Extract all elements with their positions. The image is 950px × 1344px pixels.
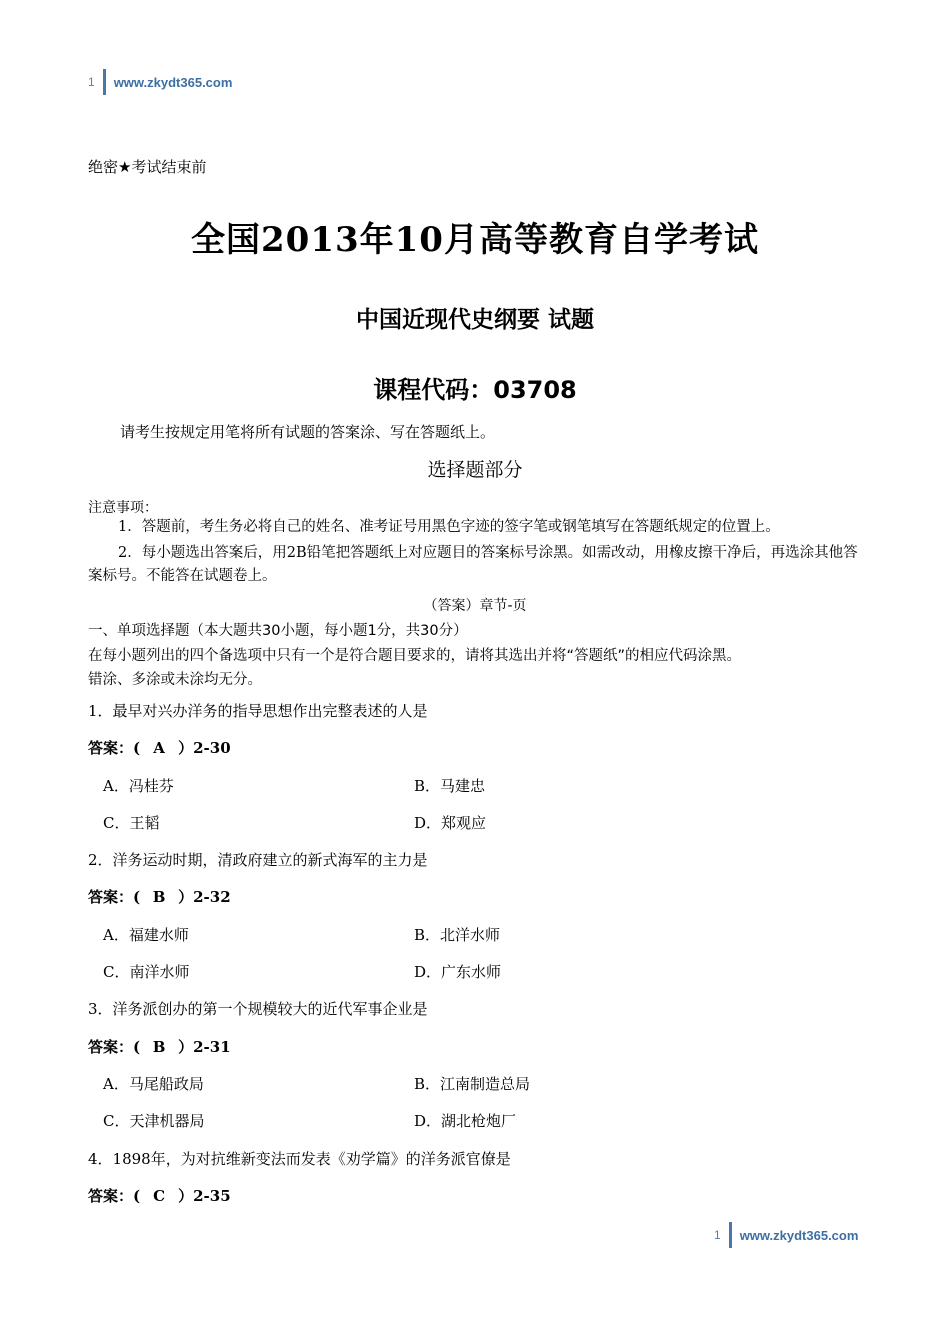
header-divider xyxy=(103,69,106,95)
option-c: C．天津机器局 xyxy=(103,1112,205,1130)
answer-letter: B xyxy=(152,888,166,906)
option-d: D．广东水师 xyxy=(414,963,502,981)
option-b: B．北洋水师 xyxy=(414,926,501,944)
answer-line: 答案：( A ）2-30 xyxy=(88,739,231,757)
answer-reference: ）2-30 xyxy=(178,739,231,757)
option-a: A．冯桂芬 xyxy=(103,777,174,795)
section-title: 选择题部分 xyxy=(427,459,523,481)
footer-url[interactable]: www.zkydt365.com xyxy=(739,1227,859,1243)
footer-divider xyxy=(729,1222,732,1248)
answer-reference: ）2-35 xyxy=(178,1187,231,1205)
option-a: A．马尾船政局 xyxy=(103,1075,204,1093)
question-text: 3．洋务派创办的第一个规模较大的近代军事企业是 xyxy=(88,1000,428,1018)
question-text: 2．洋务运动时期，清政府建立的新式海军的主力是 xyxy=(88,851,428,869)
answer-legend: （答案）章节-页 xyxy=(423,598,527,614)
answer-letter: B xyxy=(152,1038,166,1056)
part-description-2: 错涂、多涂或未涂均无分。 xyxy=(88,672,262,688)
exam-subtitle: 中国近现代史纲要 试题 xyxy=(355,307,594,333)
header-page-number: 1 xyxy=(88,75,95,89)
answer-line: 答案：( B ）2-32 xyxy=(88,888,231,906)
header-url[interactable]: www.zkydt365.com xyxy=(113,74,233,90)
question-text: 1．最早对兴办洋务的指导思想作出完整表述的人是 xyxy=(88,702,428,720)
option-d: D．湖北枪炮厂 xyxy=(414,1112,517,1130)
option-b: B．马建忠 xyxy=(414,777,486,795)
question-text: 4．1898年，为对抗维新变法而发表《劝学篇》的洋务派官僚是 xyxy=(88,1150,511,1168)
page-footer xyxy=(714,1222,858,1248)
answer-line: 答案：( B ）2-31 xyxy=(88,1038,231,1056)
answer-letter: A xyxy=(153,739,165,757)
note-item-2: 2．每小题选出答案后，用2B铅笔把答题纸上对应题目的答案标号涂黑。如需改动，用橡皮擦干净后，再选涂其他答案标号。不能答在试题卷上。 xyxy=(88,545,858,584)
option-c: C．南洋水师 xyxy=(103,963,190,981)
answer-reference: ）2-31 xyxy=(178,1038,231,1056)
option-a: A．福建水师 xyxy=(103,926,189,944)
option-d: D．郑观应 xyxy=(414,814,487,832)
note-item-1: 1．答题前，考生务必将自己的姓名、准考证号用黑色字迹的签字笔或钢笔填写在答题纸规定的位置上。 xyxy=(118,519,780,535)
answer-reference: ）2-32 xyxy=(178,888,231,906)
footer-page-number: 1 xyxy=(714,1228,721,1242)
answer-letter: C xyxy=(153,1187,166,1205)
part-title: 一、单项选择题（本大题共30小题，每小题1分，共30分） xyxy=(88,623,468,639)
instruction-text: 请考生按规定用笔将所有试题的答案涂、写在答题纸上。 xyxy=(120,423,496,441)
secret-mark: 绝密★考试结束前 xyxy=(88,158,207,176)
page-header xyxy=(88,69,232,95)
part-description: 在每小题列出的四个备选项中只有一个是符合题目要求的，请将其选出并将“答题纸”的相应代码涂黑。 xyxy=(88,648,742,664)
option-c: C．王韬 xyxy=(103,814,160,832)
answer-line: 答案：( C ）2-35 xyxy=(88,1187,231,1205)
exam-title: 全国2013年10月高等教育自学考试 xyxy=(191,220,759,260)
notes-title: 注意事项： xyxy=(88,500,158,516)
course-code: 课程代码：03708 xyxy=(373,376,577,404)
option-b: B．江南制造总局 xyxy=(414,1075,531,1093)
